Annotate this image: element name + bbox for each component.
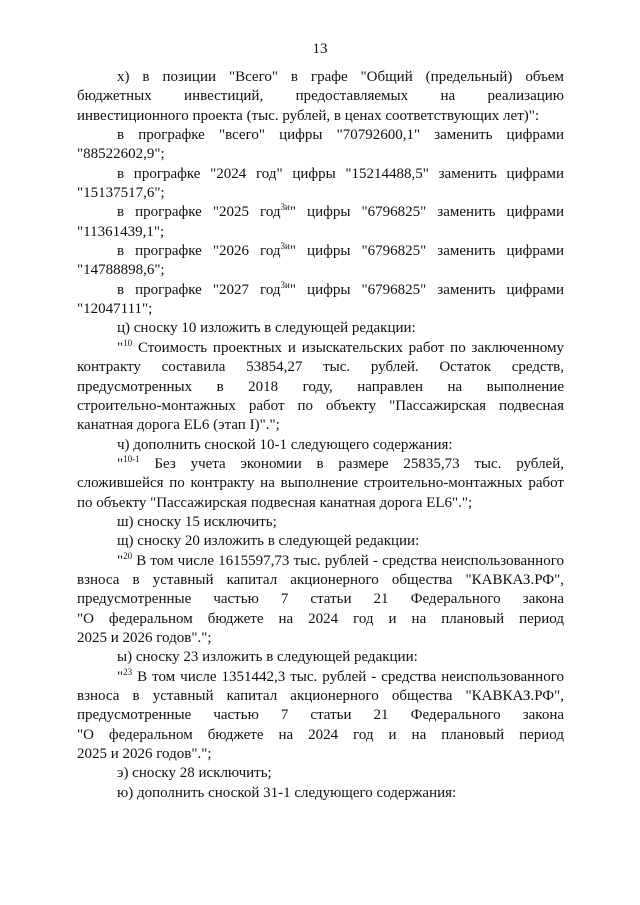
text-line: "12047111";: [77, 301, 153, 318]
page-number: 13: [312, 41, 328, 57]
text-line: 2025 и 2026 годов".";: [77, 746, 212, 763]
text-line: ю) дополнить сноской 31-1 следующего содержания:: [117, 784, 457, 801]
footnote-marker: 10: [123, 337, 133, 348]
text-line: щ) сноску 20 изложить в следующей редакции:: [117, 533, 420, 550]
text-line: в прографке "2024 год" цифры "15214488,5" заменить цифрами: [117, 165, 564, 182]
text-line: по объекту "Пассажирская подвесная канатная дорога EL6".";: [77, 494, 473, 511]
footnote-marker: 20: [123, 550, 133, 561]
text-line: "14788898,6";: [77, 262, 165, 279]
text-line: строительно-монтажных работ по объекту "Пассажирская подвесная: [77, 397, 564, 414]
text-line: ц) сноску 10 изложить в следующей редакции:: [117, 320, 416, 337]
text-line: в прографке "2025 год$^{3и}$" цифры "6796825" заменить цифрами: [117, 202, 565, 221]
text-line: бюджетных инвестиций, предоставляемых на реализацию: [77, 88, 564, 105]
text-line: "88522602,9";: [77, 146, 165, 163]
text-line: "О федеральном бюджете на 2024 год и на плановый период: [77, 726, 564, 743]
text-line: в прографке "2027 год$^{3и}$" цифры "6796825" заменить цифрами: [117, 279, 565, 298]
text-line: предусмотренных в 2018 году, направлен на выполнение: [77, 378, 564, 395]
text-line: взноса в уставный капитал акционерного общества "КАВКАЗ.РФ",: [77, 688, 564, 704]
text-line: контракту составила 53854,27 тыс. рублей. Остаток средств,: [77, 359, 564, 376]
text-line: э) сноску 28 исключить;: [117, 765, 272, 782]
text-line: взноса в уставный капитал акционерного общества "КАВКАЗ.РФ",: [77, 571, 564, 588]
text-line: 2025 и 2026 годов".";: [77, 629, 212, 646]
text-line: инвестиционного проекта (тыс. рублей, в ценах соответствующих лет)":: [77, 107, 540, 124]
text-line: "11361439,1";: [77, 223, 165, 240]
text-line: "$^{20}$ В том числе 1615597,73 тыс. рублей - средства неиспользованного: [117, 550, 564, 569]
footnote-marker: 3и: [280, 202, 290, 213]
text-line: предусмотренные частью 7 статьи 21 Федерального закона: [77, 707, 564, 724]
footnote-marker: 3и: [280, 241, 290, 252]
footnote-marker: 3и: [280, 279, 290, 290]
text-line: ч) дополнить сноской 10-1 следующего содержания:: [117, 436, 453, 453]
text-line: в прографке "всего" цифры "70792600,1" заменить цифрами: [117, 127, 564, 144]
text-line: "15137517,6";: [77, 185, 165, 202]
text-line: "$^{10-1}$ Без учета экономии в размере 25835,73 тыс. рублей,: [117, 453, 564, 472]
text-line: сложившейся по контракту на выполнение строительно-монтажных работ: [77, 475, 564, 492]
text-line: ш) сноску 15 исключить;: [117, 513, 277, 530]
text-line: ы) сноску 23 изложить в следующей редакции:: [117, 649, 418, 666]
text-line: "О федеральном бюджете на 2024 год и на плановый период: [77, 610, 564, 627]
text-line: х) в позиции "Всего" в графе "Общий (предельный) объем: [117, 69, 564, 85]
text-line: канатная дорога EL6 (этап I)".";: [77, 417, 280, 434]
footnote-marker: 23: [123, 666, 133, 677]
document-body: [77, 68, 564, 803]
text-line: "$^{23}$ В том числе 1351442,3 тыс. рублей - средства неиспользованного: [117, 666, 564, 685]
footnote-marker: 10-1: [123, 453, 140, 464]
text-line: предусмотренные частью 7 статьи 21 Федерального закона: [77, 591, 564, 608]
text-line: в прографке "2026 год$^{3и}$" цифры "6796825" заменить цифрами: [117, 241, 565, 260]
text-line: "$^{10}$ Стоимость проектных и изыскательских работ по заключенному: [117, 337, 564, 356]
